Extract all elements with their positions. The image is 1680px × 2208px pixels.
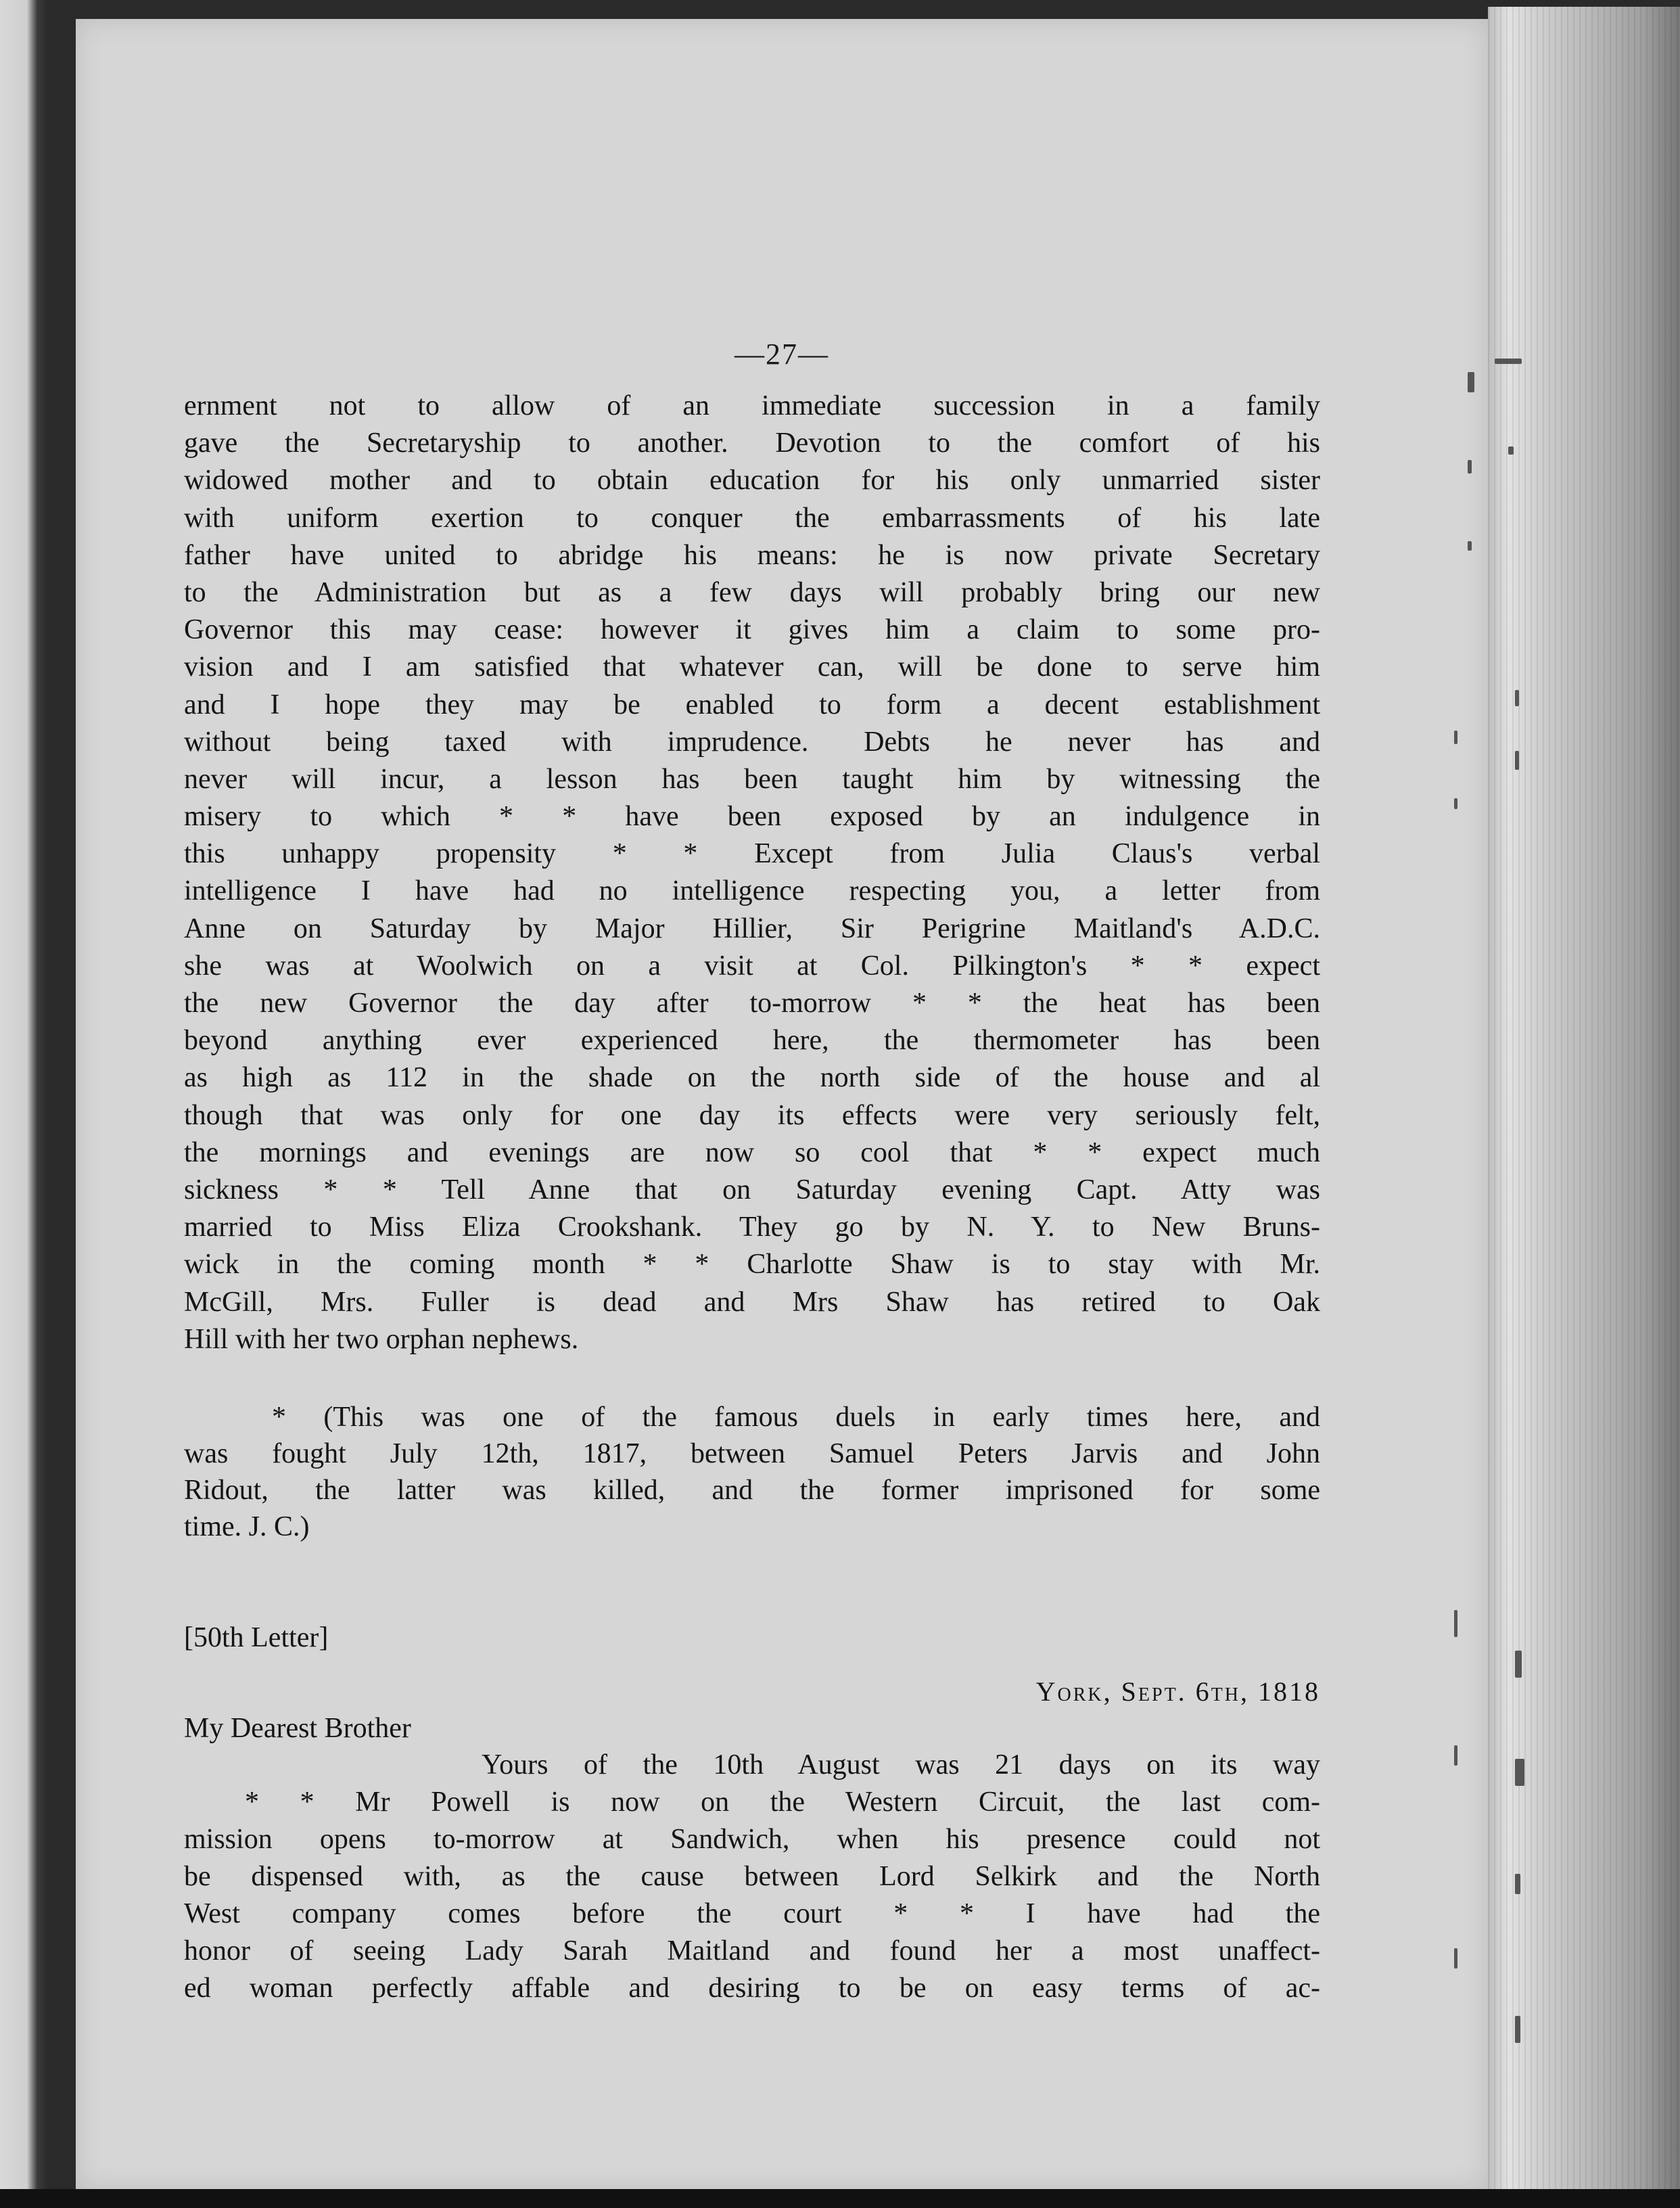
page-number: —27— <box>734 338 829 371</box>
text-line: the mornings and evenings are now so cool that * * expect much <box>184 1136 1320 1168</box>
page-sheet <box>76 19 1488 2190</box>
text-line: without being taxed with imprudence. Debts he never has and <box>184 726 1320 758</box>
letter-body <box>184 1747 1320 2007</box>
text-line: as high as 112 in the shade on the north side of the house and al <box>184 1062 1320 1094</box>
text-line: she was at Woolwich on a visit at Col. Pilkington's * * expect <box>184 950 1320 982</box>
letter-line: mission opens to-morrow at Sandwich, when his presence could not <box>184 1823 1320 1855</box>
letter-line: Yours of the 10th August was 21 days on its way <box>482 1749 1320 1780</box>
letter-continuation <box>184 388 1320 1358</box>
text-line: beyond anything ever experienced here, the thermometer has been <box>184 1025 1320 1057</box>
text-line: gave the Secretaryship to another. Devotion to the comfort of his <box>184 428 1320 459</box>
footnote-line: was fought July 12th, 1817, between Samuel Peters Jarvis and John <box>184 1438 1320 1469</box>
text-line: intelligence I have had no intelligence respecting you, a letter from <box>184 875 1320 907</box>
letter-line: ed woman perfectly affable and desiring to be on easy terms of ac- <box>184 1972 1320 2004</box>
text-line: sickness * * Tell Anne that on Saturday evening Capt. Atty was <box>184 1174 1320 1205</box>
footnote-line: Ridout, the latter was killed, and the former imprisoned for some <box>184 1474 1320 1506</box>
text-line: McGill, Mrs. Fuller is dead and Mrs Shaw has retired to Oak <box>184 1286 1320 1318</box>
text-line: to the Administration but as a few days will probably bring our new <box>184 576 1320 608</box>
text-line: widowed mother and to obtain education for his only unmarried sister <box>184 465 1320 497</box>
text-line: married to Miss Eliza Crookshank. They go by N. Y. to New Bruns- <box>184 1212 1320 1243</box>
text-line: father have united to abridge his means: he is now private Secretary <box>184 539 1320 571</box>
text-line: wick in the coming month * * Charlotte Shaw is to stay with Mr. <box>184 1249 1320 1281</box>
text-line: the new Governor the day after to-morrow * * the heat has been <box>184 988 1320 1019</box>
text-line: never will incur, a lesson has been taught him by witnessing the <box>184 763 1320 795</box>
text-line: Hill with her two orphan nephews. <box>184 1323 579 1355</box>
bleed-through-marks <box>1454 325 1535 2084</box>
footnote-line: time. J. C.) <box>184 1511 310 1542</box>
text-line: Governor this may cease: however it gives him a claim to some pro- <box>184 614 1320 646</box>
text-line: and I hope they may be enabled to form a decent establishment <box>184 689 1320 720</box>
letter-line: be dispensed with, as the cause between Lord Selkirk and the North <box>184 1860 1320 1892</box>
book-spine-edge <box>0 0 47 2208</box>
dateline: York, Sept. 6th, 1818 <box>1035 1676 1320 1707</box>
salutation: My Dearest Brother <box>184 1712 411 1744</box>
footnote-line: * (This was one of the famous duels in early times here, and <box>272 1401 1320 1433</box>
text-line: though that was only for one day its effects were very seriously felt, <box>184 1099 1320 1131</box>
text-line: this unhappy propensity * * Except from Julia Claus's verbal <box>184 838 1320 870</box>
letter-label: [50th Letter] <box>184 1622 329 1653</box>
page-body <box>184 388 1320 2007</box>
letter-line: * * Mr Powell is now on the Western Circuit, the last com- <box>245 1786 1320 1818</box>
text-line: Anne on Saturday by Major Hillier, Sir Perigrine Maitland's A.D.C. <box>184 913 1320 944</box>
text-line: misery to which * * have been exposed by an indulgence in <box>184 801 1320 833</box>
text-line: vision and I am satisfied that whatever can, will be done to serve him <box>184 651 1320 683</box>
letter-line: West company comes before the court * * I have had the <box>184 1898 1320 1929</box>
letter-line: honor of seeing Lady Sarah Maitland and found her a most unaffect- <box>184 1935 1320 1967</box>
footnote <box>184 1399 1320 1545</box>
text-line: with uniform exertion to conquer the embarrassments of his late <box>184 502 1320 534</box>
text-line: ernment not to allow of an immediate succession in a family <box>184 390 1320 421</box>
scan-bottom-edge <box>0 2189 1680 2208</box>
